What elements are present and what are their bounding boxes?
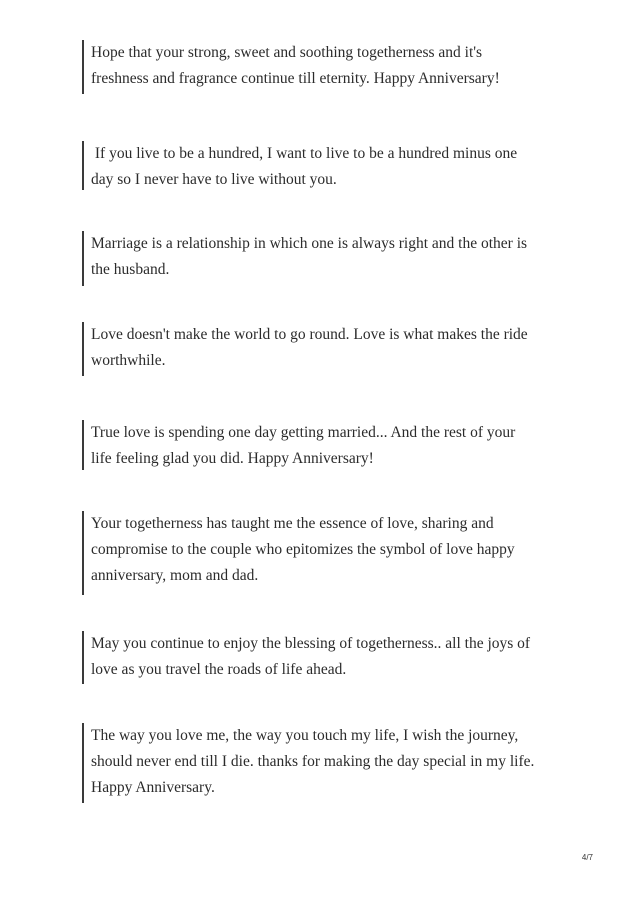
quote-block [82, 231, 582, 286]
quote-text: Your togetherness has taught me the essence of love, sharing and compromise to the couple who epitomizes the symbol of love happy anniversary, mom and dad. [91, 515, 515, 584]
quote-block [82, 420, 582, 470]
page-number: 4/7 [581, 853, 593, 862]
quote-block [82, 322, 582, 376]
quote-text: Hope that your strong, sweet and soothing togetherness and it's freshness and fragrance continue till eternity. Happy Anniversary! [91, 44, 500, 87]
quote-text: If you live to be a hundred, I want to live to be a hundred minus one day so I never have to live without you. [91, 145, 518, 188]
quote-text: May you continue to enjoy the blessing of togetherness.. all the joys of love as you travel the roads of life ahead. [91, 635, 531, 678]
quote-text: True love is spending one day getting married... And the rest of your life feeling glad you did. Happy Anniversary! [91, 424, 516, 467]
quote-block [82, 141, 582, 190]
quote-text: Marriage is a relationship in which one is always right and the other is the husband. [91, 235, 528, 278]
quote-block [82, 631, 582, 684]
quote-text: Love doesn't make the world to go round. Love is what makes the ride worthwhile. [91, 326, 528, 369]
quote-text: The way you love me, the way you touch my life, I wish the journey, should never end till I die. thanks for making the day special in my life. Happy Anniversary. [91, 727, 535, 796]
quote-block [82, 40, 582, 94]
quote-block [82, 723, 582, 803]
quote-block [82, 511, 582, 595]
